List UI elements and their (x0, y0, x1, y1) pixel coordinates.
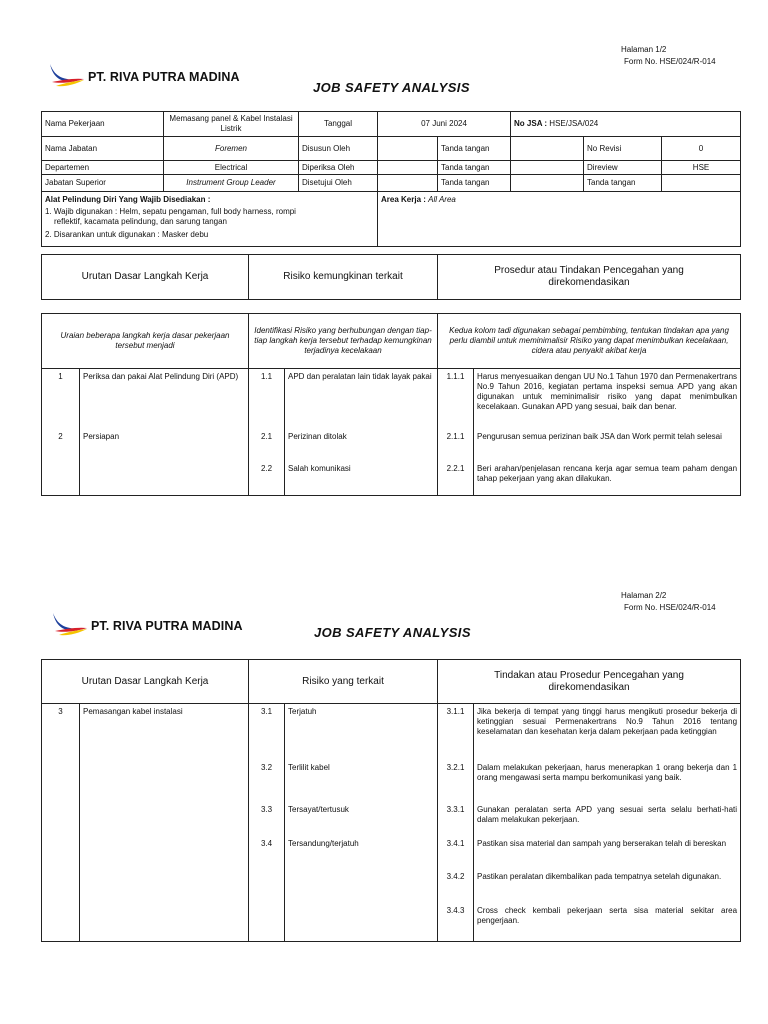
diperiksa-value (378, 161, 438, 175)
area-kerja-section (378, 192, 741, 247)
form-number: Form No. HSE/024/R-014 (624, 57, 716, 66)
nama-pekerjaan-value: Memasang panel & Kabel Instalasi Listrik (164, 112, 299, 137)
risk-text: Tersandung/terjatuh (285, 836, 438, 869)
guide-prosedur: Kedua kolom tadi digunakan sebagai pembimbing, tentukan tindakan apa yang perlu diambil untuk meminimalisir Risiko yang dapat menimbulkan kecelakaan, cidera atau penyakit akibat kerja (438, 314, 741, 369)
row-number (42, 461, 80, 496)
action-number: 1.1.1 (438, 369, 474, 429)
risk-number: 3.3 (249, 802, 285, 836)
departemen-value: Electrical (164, 161, 299, 175)
action-number: 3.3.1 (438, 802, 474, 836)
table-row (42, 903, 741, 942)
header-langkah-kerja: Urutan Dasar Langkah Kerja (42, 255, 249, 300)
tanda-tangan-label-3: Tanda tangan (438, 175, 511, 192)
disusun-value (378, 137, 438, 161)
row-number: 1 (42, 369, 80, 429)
risk-text (285, 869, 438, 903)
risk-number: 3.4 (249, 836, 285, 869)
risk-number: 3.2 (249, 760, 285, 802)
jabatan-superior-value: Instrument Group Leader (164, 175, 299, 192)
action-text: Gunakan peralatan serta APD yang sesuai serta selalu berhati-hati dalam melakukan pekerjaan. (474, 802, 741, 836)
action-text: Beri arahan/penjelasan rencana kerja agar semua team paham dengan tahap pekerjaan yang akan dilakukan. (474, 461, 741, 496)
document-title: JOB SAFETY ANALYSIS (313, 80, 470, 95)
action-number: 3.4.2 (438, 869, 474, 903)
tanggal-value: 07 Juni 2024 (378, 112, 511, 137)
step-text: Persiapan (80, 429, 249, 461)
tanggal-label: Tanggal (299, 112, 378, 137)
risk-text: APD dan peralatan lain tidak layak pakai (285, 369, 438, 429)
jsa-table-2 (41, 659, 741, 942)
row-number: 3 (42, 704, 80, 760)
action-number: 2.2.1 (438, 461, 474, 496)
risk-number: 1.1 (249, 369, 285, 429)
table-row (42, 461, 741, 496)
apd-item-1: 1. Wajib digunakan : Helm, sepatu pengaman, full body harness, rompi (45, 207, 296, 216)
action-text: Jika bekerja di tempat yang tinggi harus mengikuti prosedur bekerja di ketinggian sesuai Permenakertrans No.9 Tahun 2016 tentang keselamatan dan kesehatan kerja dalam pekerjaan pada ketinggian (474, 704, 741, 760)
apd-section (42, 192, 378, 247)
tanda-tangan-label-2: Tanda tangan (438, 161, 511, 175)
no-jsa-label: No JSA : (514, 119, 548, 128)
diperiksa-label: Diperiksa Oleh (299, 161, 378, 175)
nama-pekerjaan-label: Nama Pekerjaan (42, 112, 164, 137)
risk-number: 3.1 (249, 704, 285, 760)
page-number-2: Halaman 2/2 (621, 591, 667, 600)
header-langkah-kerja-2: Urutan Dasar Langkah Kerja (42, 660, 249, 704)
action-text: Pastikan sisa material dan sampah yang berserakan telah di bereskan (474, 836, 741, 869)
table-row (42, 836, 741, 869)
risk-number (249, 903, 285, 942)
column-header-table-1 (41, 254, 741, 300)
no-jsa (511, 112, 741, 137)
company-name-2: PT. RIVA PUTRA MADINA (91, 619, 243, 633)
apd-item-2: 2. Disarankan untuk digunakan : Masker debu (45, 230, 209, 239)
company-name: PT. RIVA PUTRA MADINA (88, 70, 240, 84)
risk-number (249, 869, 285, 903)
guide-risiko: Identifikasi Risiko yang berhubungan dengan tiap-tiap langkah kerja tersebut terhadap kemungkinan terjadinya kecelakaan (249, 314, 438, 369)
risk-text (285, 903, 438, 942)
step-text (80, 836, 249, 869)
guide-langkah: Uraian beberapa langkah kerja dasar pekerjaan tersebut menjadi (42, 314, 249, 369)
direview-value: HSE (662, 161, 741, 175)
apd-item-1-cont: reflektif, kacamata pelindung, dan sarung tangan (54, 217, 228, 226)
tanda-tangan-value-2 (511, 161, 584, 175)
row-number (42, 869, 80, 903)
area-kerja-value: All Area (428, 195, 456, 204)
table-row (42, 869, 741, 903)
departemen-label: Departemen (42, 161, 164, 175)
risk-text: Perizinan ditolak (285, 429, 438, 461)
table-row (42, 369, 741, 429)
disetujui-value (378, 175, 438, 192)
area-kerja-label: Area Kerja : (381, 195, 426, 204)
tanda-tangan-label-1: Tanda tangan (438, 137, 511, 161)
risk-text: Tersayat/tertusuk (285, 802, 438, 836)
header-tindakan-2: Tindakan atau Prosedur Pencegahan yang direkomendasikan (438, 660, 741, 704)
action-number: 2.1.1 (438, 429, 474, 461)
tanda-tangan-label-4: Tanda tangan (584, 175, 662, 192)
action-number: 3.2.1 (438, 760, 474, 802)
action-text: Harus menyesuaikan dengan UU No.1 Tahun 1970 dan Permenakertrans No.9 Tahun 2016, kegiatan pertama inspeksi semua APD yang akan digunakan untuk meminimalisir risiko yang dapat menimbulkan kecelakaan. Gunakan APD yang sesuai, baik dan benar. (474, 369, 741, 429)
step-text: Periksa dan pakai Alat Pelindung Diri (APD) (80, 369, 249, 429)
row-number (42, 903, 80, 942)
step-text: Pemasangan kabel instalasi (80, 704, 249, 760)
no-revisi-value: 0 (662, 137, 741, 161)
action-text: Cross check kembali pekerjaan serta sisa material sekitar area pengerjaan. (474, 903, 741, 942)
risk-number: 2.1 (249, 429, 285, 461)
tanda-tangan-value-1 (511, 137, 584, 161)
document-title-2: JOB SAFETY ANALYSIS (314, 625, 471, 640)
table-row (42, 760, 741, 802)
action-number: 3.1.1 (438, 704, 474, 760)
apd-title: Alat Pelindung Diri Yang Wajib Disediakan : (45, 195, 211, 204)
page-number: Halaman 1/2 (621, 45, 667, 54)
nama-jabatan-value: Foremen (164, 137, 299, 161)
no-revisi-label: No Revisi (584, 137, 662, 161)
disetujui-label: Disetujui Oleh (299, 175, 378, 192)
header-risiko: Risiko kemungkinan terkait (249, 255, 438, 300)
nama-jabatan-label: Nama Jabatan (42, 137, 164, 161)
step-text (80, 802, 249, 836)
row-number (42, 836, 80, 869)
table-row (42, 704, 741, 760)
risk-number: 2.2 (249, 461, 285, 496)
table-row (42, 802, 741, 836)
row-number (42, 802, 80, 836)
no-jsa-value: HSE/JSA/024 (549, 119, 599, 128)
risk-text: Terlilit kabel (285, 760, 438, 802)
action-text: Pengurusan semua perizinan baik JSA dan Work permit telah selesai (474, 429, 741, 461)
header-risiko-2: Risiko yang terkait (249, 660, 438, 704)
action-text: Dalam melakukan pekerjaan, harus menerapkan 1 orang bekerja dan 1 orang mengawasi serta mampu berkomunikasi yang baik. (474, 760, 741, 802)
action-text: Pastikan peralatan dikembalikan pada tempatnya setelah digunakan. (474, 869, 741, 903)
risk-text: Terjatuh (285, 704, 438, 760)
job-info-table (41, 111, 741, 247)
form-number-2: Form No. HSE/024/R-014 (624, 603, 716, 612)
direview-label: Direview (584, 161, 662, 175)
action-number: 3.4.1 (438, 836, 474, 869)
step-text (80, 760, 249, 802)
jsa-table-1 (41, 313, 741, 496)
table-row (42, 429, 741, 461)
tanda-tangan-value-3 (511, 175, 584, 192)
step-text (80, 903, 249, 942)
row-number: 2 (42, 429, 80, 461)
risk-text: Salah komunikasi (285, 461, 438, 496)
action-number: 3.4.3 (438, 903, 474, 942)
company-logo-icon (49, 611, 89, 639)
disusun-label: Disusun Oleh (299, 137, 378, 161)
company-logo-icon (46, 62, 86, 90)
row-number (42, 760, 80, 802)
step-text (80, 461, 249, 496)
tanda-tangan-value-4 (662, 175, 741, 192)
step-text (80, 869, 249, 903)
jabatan-superior-label: Jabatan Superior (42, 175, 164, 192)
header-prosedur: Prosedur atau Tindakan Pencegahan yang direkomendasikan (438, 255, 741, 300)
